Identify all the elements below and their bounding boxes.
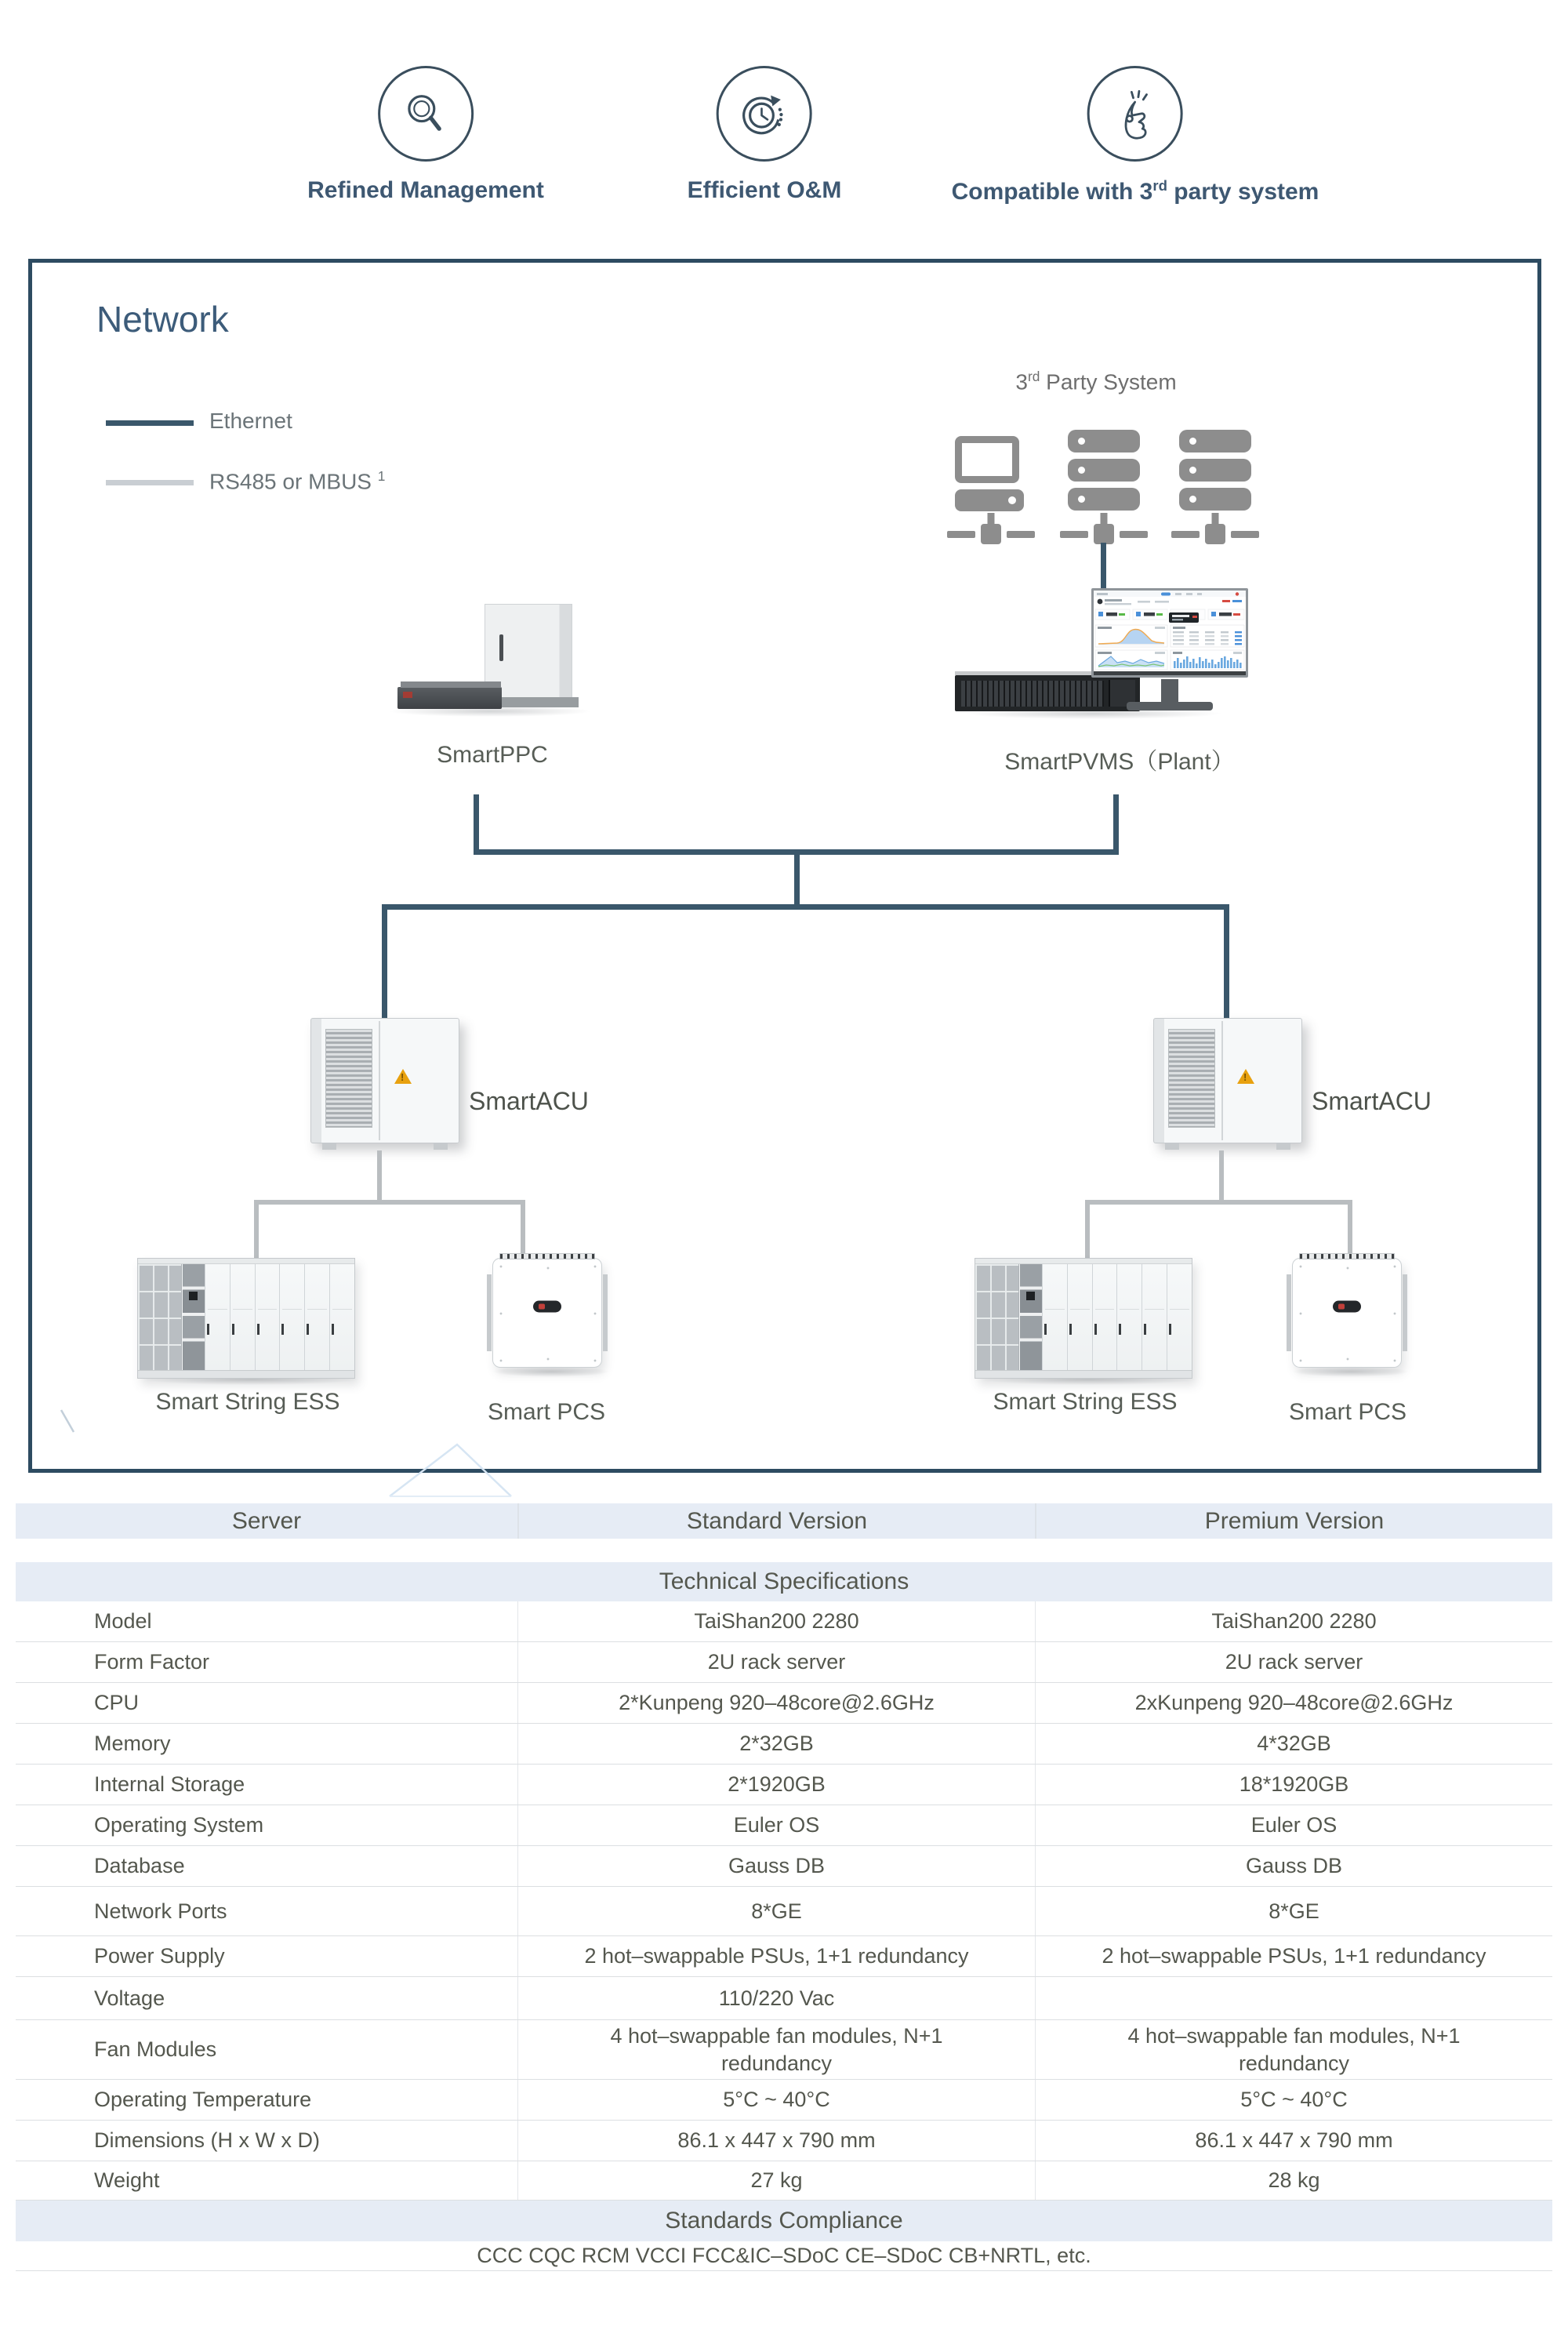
rs485-bus	[254, 1200, 525, 1205]
spec-row-form-factor: Form Factor 2U rack server 2U rack server	[16, 1642, 1552, 1683]
rs485-line-segment	[254, 1200, 259, 1261]
shadow	[1292, 1366, 1410, 1377]
spec-row-weight: Weight 27 kg 28 kg	[16, 2161, 1552, 2201]
shadow	[492, 1366, 610, 1377]
feature-compatible-3rd-party	[952, 66, 1319, 205]
ethernet-line-segment	[1101, 543, 1106, 593]
smartacu-left-device	[310, 1018, 459, 1143]
rs485-line-segment	[1219, 1150, 1224, 1200]
network-tee-icon	[947, 522, 1035, 546]
rs485-line-segment	[1348, 1200, 1352, 1256]
column-header-premium: Premium Version	[1035, 1503, 1552, 1539]
clock-cycle-icon	[738, 87, 791, 140]
rs485-line-segment	[377, 1150, 382, 1200]
magnifier-icon	[399, 87, 452, 140]
ethernet-line-segment	[794, 855, 800, 907]
third-party-system-label: 3rd Party System	[1015, 369, 1177, 394]
legend-ethernet-swatch	[106, 420, 194, 426]
pcs-right-label: Smart PCS	[1288, 1399, 1407, 1425]
spec-row-database: Database Gauss DB Gauss DB	[16, 1846, 1552, 1887]
smartpvms-rack-server	[955, 675, 1140, 711]
ethernet-line-segment	[1113, 794, 1119, 855]
spec-row-cpu: CPU 2*Kunpeng 920–48core@2.6GHz 2xKunpeng 920–48core@2.6GHz	[16, 1683, 1552, 1724]
spec-row-internal-storage: Internal Storage 2*1920GB 18*1920GB	[16, 1765, 1552, 1805]
feature-circle	[1087, 66, 1183, 162]
feature-circle	[378, 66, 474, 162]
smartppc-controller	[397, 687, 502, 709]
spec-row-operating-system: Operating System Euler OS Euler OS	[16, 1805, 1552, 1846]
dashboard-screenshot	[1094, 591, 1246, 671]
smart-string-ess-left-device	[137, 1258, 355, 1379]
vent-grille	[1168, 1029, 1215, 1128]
column-header-standard: Standard Version	[517, 1503, 1035, 1539]
ethernet-line-segment	[382, 910, 387, 1021]
warning-triangle-icon	[394, 1069, 412, 1084]
pcs-left-label: Smart PCS	[487, 1399, 606, 1425]
feature-label: Efficient O&M	[687, 177, 842, 203]
snap-fingers-icon	[1109, 87, 1162, 140]
terminal-strip	[499, 1253, 595, 1259]
spec-table	[16, 1503, 1552, 2271]
table-gap	[16, 1539, 1552, 1562]
spec-row-voltage: Voltage 110/220 Vac	[16, 1977, 1552, 2020]
spec-row-dimensions: Dimensions (H x W x D) 86.1 x 447 x 790 mm 86.1 x 447 x 790 mm	[16, 2121, 1552, 2161]
smartacu-right-label: SmartACU	[1312, 1087, 1432, 1115]
monitor-stand-base	[1127, 702, 1213, 711]
column-header-server: Server	[16, 1503, 517, 1539]
server-stack-icon	[1179, 430, 1251, 517]
feature-label: Compatible with 3rd party system	[951, 177, 1319, 205]
section-technical-specifications: Technical Specifications	[16, 1562, 1552, 1601]
rs485-line-segment	[1085, 1200, 1090, 1261]
vent-grid	[975, 1264, 1019, 1370]
spec-row-memory: Memory 2*32GB 4*32GB	[16, 1724, 1552, 1765]
smartpvms-label: SmartPVMS（Plant）	[1004, 749, 1235, 775]
smartpvms-monitor	[1091, 588, 1248, 678]
smart-pcs-left-device	[492, 1258, 602, 1368]
vent-grid	[138, 1264, 182, 1370]
system-unit-glyph	[955, 489, 1024, 511]
spec-row-model: Model TaiShan200 2280 TaiShan200 2280	[16, 1601, 1552, 1642]
standards-compliance-value: CCC CQC RCM VCCI FCC&IC–SDoC CE–SDoC CB+NRTL, etc.	[16, 2241, 1552, 2271]
server-stack-icon	[1068, 430, 1140, 517]
network-tee-icon	[1171, 522, 1259, 546]
device-logo	[533, 1300, 561, 1312]
rs485-line-segment	[521, 1200, 525, 1256]
smart-string-ess-right-device	[975, 1258, 1192, 1379]
ethernet-bus	[382, 904, 1229, 910]
feature-refined-management	[307, 66, 544, 204]
workstation-icon	[955, 436, 1024, 511]
rs485-bus	[1085, 1200, 1352, 1205]
smartacu-left-label: SmartACU	[469, 1087, 589, 1115]
terminal-strip	[1299, 1253, 1395, 1259]
spec-row-network-ports: Network Ports 8*GE 8*GE	[16, 1887, 1552, 1936]
section-standards-compliance: Standards Compliance	[16, 2201, 1552, 2241]
vent-grille	[325, 1029, 372, 1128]
ethernet-line-segment	[1224, 910, 1229, 1021]
monitor-glyph	[955, 436, 1019, 483]
warning-triangle-icon	[1237, 1069, 1254, 1084]
spec-row-operating-temperature: Operating Temperature 5°C ~ 40°C 5°C ~ 40°C	[16, 2080, 1552, 2121]
device-logo	[1333, 1300, 1361, 1312]
spec-row-fan-modules: Fan Modules 4 hot–swappable fan modules, N+1 redundancy 4 hot–swappable fan modules, N+1 redundancy	[16, 2020, 1552, 2080]
feature-circle	[717, 66, 812, 162]
ess-left-label: Smart String ESS	[155, 1389, 340, 1415]
monitor-stand	[1161, 679, 1178, 703]
ethernet-bus	[474, 849, 1119, 855]
smartppc-label: SmartPPC	[437, 742, 548, 768]
network-title: Network	[96, 299, 229, 340]
ess-right-label: Smart String ESS	[993, 1389, 1178, 1415]
table-header-row	[16, 1503, 1552, 1539]
legend-ethernet-label: Ethernet	[209, 409, 292, 433]
smartacu-right-device	[1153, 1018, 1302, 1143]
smart-pcs-right-device	[1292, 1258, 1402, 1368]
spec-row-power-supply: Power Supply 2 hot–swappable PSUs, 1+1 redundancy 2 hot–swappable PSUs, 1+1 redundancy	[16, 1936, 1552, 1977]
legend-rs485-swatch	[106, 480, 194, 485]
legend-rs485-label: RS485 or MBUS $^1$	[209, 468, 386, 494]
feature-efficient-om	[688, 66, 842, 204]
ethernet-line-segment	[474, 794, 479, 855]
feature-label: Refined Management	[307, 177, 544, 203]
